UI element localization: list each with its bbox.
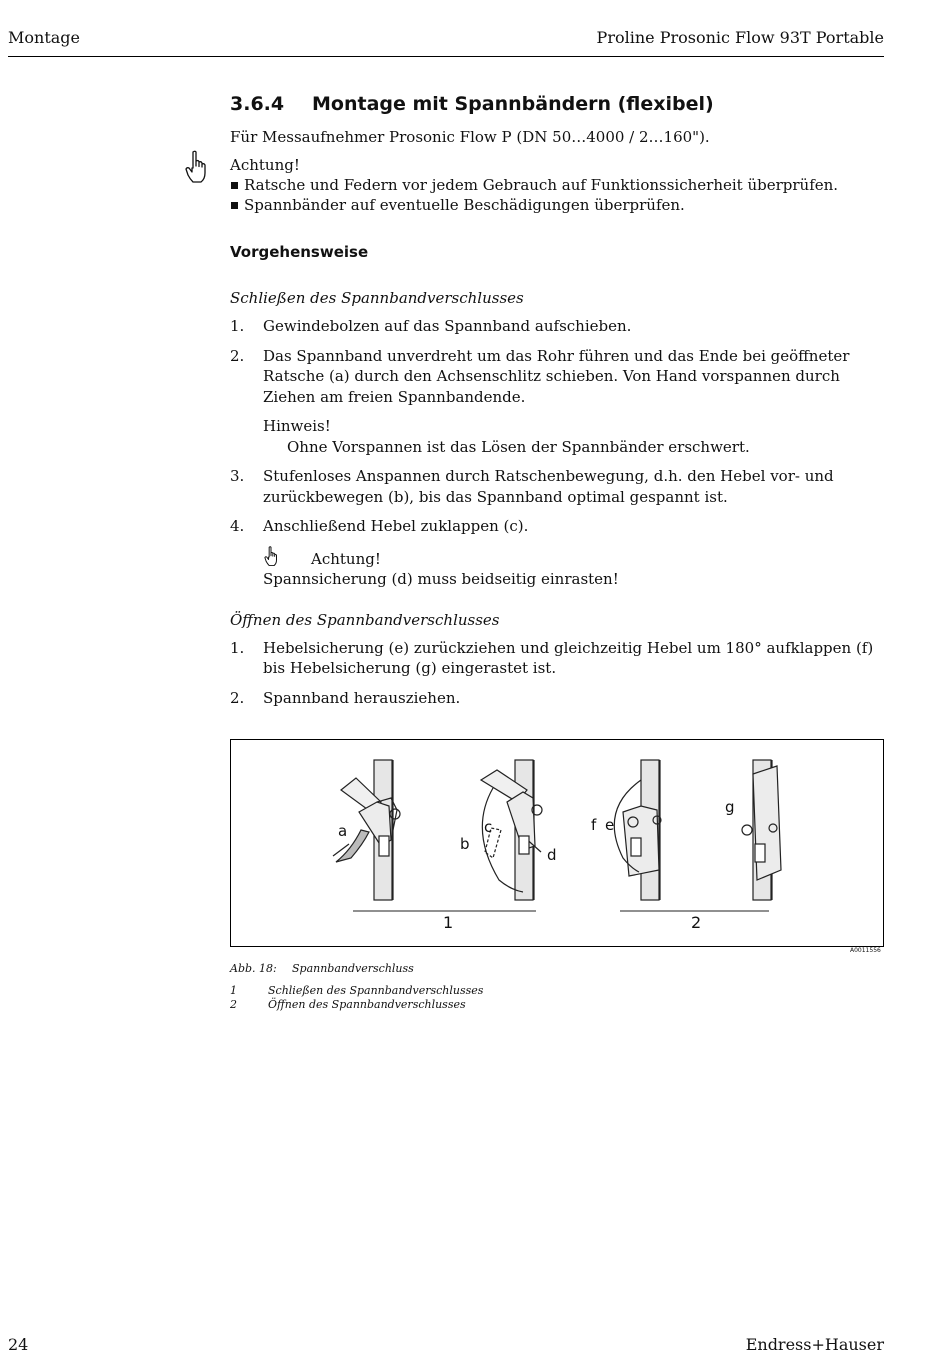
caption-label: Abb. 18: (230, 962, 277, 975)
section-number: 3.6.4 (230, 93, 285, 115)
page-number: 24 (8, 1335, 29, 1354)
section-intro: Für Messaufnehmer Prosonic Flow P (DN 50…4000 / 2…160"). (230, 128, 710, 146)
header-product: Proline Prosonic Flow 93T Portable (596, 28, 884, 47)
legend-text: Schließen des Spannbandverschlusses (268, 984, 484, 997)
step-number: 1. (230, 638, 245, 657)
caption-text: Spannbandverschluss (292, 962, 414, 975)
legend-text: Öffnen des Spannbandverschlusses (268, 997, 466, 1011)
group-label-1: 1 (443, 913, 454, 932)
label-g: g (725, 798, 735, 816)
figure-caption (230, 962, 414, 975)
footer-brand: Endress+Hauser (745, 1335, 884, 1354)
hint-note (263, 416, 884, 457)
warning-text: Spannsicherung (d) muss beidseitig einrasten! (263, 570, 619, 588)
warning-item: Ratsche und Federn vor jedem Gebrauch auf Funktionssicherheit überprüfen. (230, 175, 884, 195)
warning-title: Achtung! (230, 156, 300, 174)
step-item (230, 688, 884, 709)
pointing-hand-icon (263, 546, 279, 568)
header-chapter: Montage (8, 28, 80, 47)
label-b: b (460, 835, 470, 853)
step-text: Gewindebolzen auf das Spannband aufschieben. (263, 317, 632, 335)
clamp-drawing-release (614, 760, 661, 900)
figure-legend (230, 984, 483, 1011)
label-d: d (547, 846, 557, 864)
step-text: Anschließend Hebel zuklappen (c). (263, 517, 529, 535)
step-item (230, 516, 884, 590)
step-text: Stufenloses Anspannen durch Ratschenbewegung, d.h. den Hebel vor- und zurückbewegen (b), bis das Spannband optimal gespannt ist. (263, 467, 834, 506)
procedure-heading: Vorgehensweise (230, 243, 369, 261)
step-number: 2. (230, 688, 245, 707)
step-number: 1. (230, 317, 245, 335)
hint-text: Ohne Vorspannen ist das Lösen der Spannbänder erschwert. (287, 437, 750, 456)
page-header (8, 28, 884, 57)
group-label-2: 2 (691, 913, 702, 932)
legend-key: 1 (230, 984, 237, 997)
step-text: Das Spannband unverdreht um das Rohr führen und das Ende bei geöffneter Ratsche (a) durch den Achsenschlitz schieben. Von Hand vorspannen durch Ziehen am freien Spannbandende. (263, 346, 850, 406)
section-title: Montage mit Spannbändern (flexibel) (312, 93, 714, 115)
step-number: 4. (230, 517, 245, 535)
warning-note (263, 546, 884, 590)
step-item (230, 346, 884, 458)
step-number: 2. (230, 346, 245, 365)
warning-item: Spannbänder auf eventuelle Beschädigungen überprüfen. (230, 195, 884, 215)
closing-heading: Schließen des Spannbandverschlusses (230, 289, 524, 307)
warning-block (230, 155, 884, 215)
legend-item (230, 998, 483, 1012)
closing-steps (230, 316, 884, 590)
label-f: f (591, 816, 597, 834)
strap-clamp-illustration (231, 740, 883, 946)
step-item (230, 638, 884, 679)
step-text: Hebelsicherung (e) zurückziehen und gleichzeitig Hebel um 180° aufklappen (f) bis Hebelsicherung (g) eingerastet ist. (263, 638, 874, 677)
step-item (230, 466, 884, 507)
figure-id: A0011556 (850, 947, 881, 954)
main-content (230, 93, 884, 717)
section-heading (230, 93, 884, 121)
step-text: Spannband herausziehen. (263, 688, 461, 707)
clamp-drawing-locked (742, 760, 781, 900)
label-c: c (484, 818, 493, 836)
legend-item (230, 984, 483, 998)
step-number: 3. (230, 467, 245, 485)
label-a: a (338, 822, 348, 840)
warning-title: Achtung! (311, 549, 381, 568)
hint-title: Hinweis! (263, 417, 331, 435)
pointing-hand-icon (184, 150, 208, 186)
figure-frame (230, 739, 884, 947)
opening-heading: Öffnen des Spannbandverschlusses (230, 610, 500, 629)
step-item (230, 316, 884, 337)
legend-key: 2 (230, 997, 237, 1011)
warning-list (230, 175, 884, 215)
opening-steps (230, 638, 884, 709)
label-e: e (605, 816, 615, 834)
